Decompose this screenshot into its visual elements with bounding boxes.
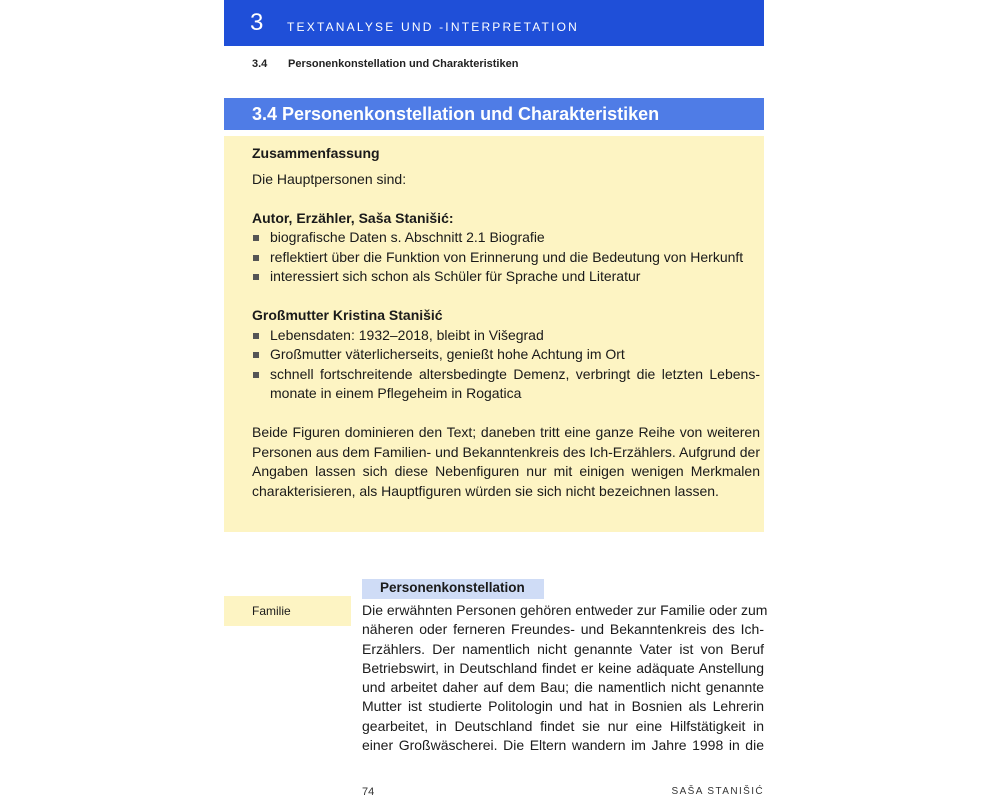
list-item: interessiert sich schon als Schüler für Sprache und Literatur	[252, 267, 760, 287]
body-line: näheren oder ferneren Freundes- und Bekanntenkreis des Ich-	[362, 621, 764, 638]
chapter-header-band	[224, 0, 764, 46]
margin-note: Familie	[252, 604, 291, 618]
bullet-square-icon	[253, 372, 259, 378]
body-line: und arbeitet daher auf dem Bau; die namentlich nicht genannte	[362, 679, 764, 696]
footer-author: SAŠA STANIŠIĆ	[671, 786, 764, 797]
body-line: Mutter ist studierte Politologin und hat in Bosnien als Lehrerin	[362, 698, 764, 715]
subsection-label: Personenkonstellation	[380, 580, 525, 595]
margin-note-box	[224, 596, 351, 626]
subsection-label-box	[362, 579, 544, 599]
group-heading-grandmother: Großmutter Kristina Stanišić	[252, 307, 443, 323]
subheader-number: 3.4	[252, 58, 268, 70]
section-title: 3.4 Personenkonstellation und Charakteristiken	[252, 104, 660, 124]
grandmother-bullet-list	[252, 326, 760, 404]
summary-box	[224, 136, 764, 532]
body-line: Die erwähnten Personen gehören entweder zur Familie oder zum	[362, 602, 768, 618]
body-line: Betriebswirt, in Deutschland findet er keine adäquate Anstellung	[362, 659, 764, 676]
author-bullet-list	[252, 228, 760, 287]
list-item: Lebensdaten: 1932–2018, bleibt in Višegrad	[252, 326, 760, 346]
body-text	[362, 601, 768, 755]
running-subheader	[252, 58, 518, 70]
body-line: gearbeitet, in Deutschland findet sie nur eine Hilfstätigkeit in	[362, 717, 764, 734]
chapter-number: 3	[250, 9, 264, 36]
list-item: reflektiert über die Funktion von Erinnerung und die Bedeutung von Herkunft	[252, 248, 760, 268]
chapter-title: TEXTANALYSE UND -INTERPRETATION	[287, 20, 579, 34]
bullet-square-icon	[253, 333, 259, 339]
bullet-square-icon	[253, 255, 259, 261]
section-header-band	[224, 98, 764, 130]
summary-heading: Zusammenfassung	[252, 145, 380, 161]
summary-paragraph: Beide Figuren dominieren den Text; daneben tritt eine ganze Reihe von weiteren Personen aus dem Familien- und Bekanntenkreis des Ich-Erzählers. Aufgrund der Angaben lassen sich diese Nebenfiguren nur mit einigen wenigen Merkmalen charakterisieren, als Hauptfiguren würden sie sich nicht bezeichnen lassen.	[252, 424, 760, 499]
summary-content	[252, 144, 760, 501]
list-item: schnell fortschreitende altersbedingte Demenz, verbringt die letzten Lebens-monate in einem Pflegeheim in Rogatica	[252, 365, 760, 404]
list-item: Großmutter väterlicherseits, genießt hohe Achtung im Ort	[252, 345, 760, 365]
list-item: biografische Daten s. Abschnitt 2.1 Biografie	[252, 228, 760, 248]
body-line: Erzählers. Der namentlich nicht genannte Vater ist von Beruf	[362, 640, 764, 657]
bullet-square-icon	[253, 274, 259, 280]
group-heading-author: Autor, Erzähler, Saša Stanišić:	[252, 209, 454, 226]
bullet-square-icon	[253, 352, 259, 358]
subheader-title: Personenkonstellation und Charakteristiken	[288, 58, 519, 70]
summary-intro: Die Hauptpersonen sind:	[252, 170, 407, 187]
body-line: einer Großwäscherei. Die Eltern wandern im Jahre 1998 in die	[362, 737, 764, 754]
bullet-square-icon	[253, 235, 259, 241]
page-number: 74	[362, 786, 375, 798]
